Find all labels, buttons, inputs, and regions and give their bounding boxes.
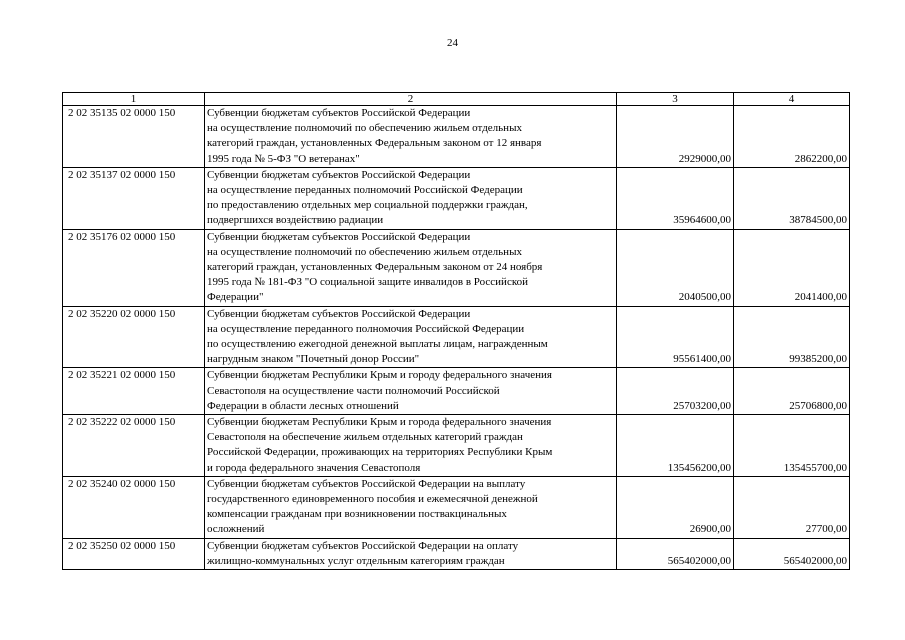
description-line: 1995 года № 5-ФЗ "О ветеранах" bbox=[207, 152, 360, 165]
description-line: категорий граждан, установленных Федеральным законом от 12 января bbox=[207, 137, 542, 150]
description-line: Субвенции бюджетам субъектов Российской Федерации bbox=[207, 307, 471, 320]
description-line: Российской Федерации, проживающих на территориях Республики Крым bbox=[207, 446, 553, 459]
description-line: жилищно-коммунальных услуг отдельным категориям граждан bbox=[207, 554, 505, 567]
amount-column-3: 25703200,00 bbox=[617, 368, 734, 415]
income-code: 2 02 35222 02 0000 150 bbox=[63, 415, 205, 477]
column-number-4: 4 bbox=[734, 93, 850, 106]
description-line: Субвенции бюджетам субъектов Российской Федерации на оплату bbox=[207, 539, 519, 552]
column-number-1: 1 bbox=[63, 93, 205, 106]
description-line: Субвенции бюджетам субъектов Российской Федерации bbox=[207, 168, 471, 181]
page-number: 24 bbox=[447, 37, 458, 49]
description-line: на осуществление полномочий по обеспечению жильем отдельных bbox=[207, 245, 522, 258]
income-description bbox=[205, 229, 617, 306]
description-line: компенсации гражданам при возникновении поствакцинальных bbox=[207, 508, 507, 521]
description-line: Субвенции бюджетам субъектов Российской Федерации bbox=[207, 107, 471, 119]
table-row bbox=[63, 476, 850, 538]
income-code: 2 02 35240 02 0000 150 bbox=[63, 476, 205, 538]
income-description bbox=[205, 167, 617, 229]
description-line: 1995 года № 181-ФЗ "О социальной защите инвалидов в Российской bbox=[207, 276, 529, 289]
amount-column-3: 95561400,00 bbox=[617, 306, 734, 368]
amount-column-3: 35964600,00 bbox=[617, 167, 734, 229]
income-code: 2 02 35176 02 0000 150 bbox=[63, 229, 205, 306]
amount-column-4: 135455700,00 bbox=[734, 415, 850, 477]
table-row bbox=[63, 106, 850, 168]
description-line: Севастополя на обеспечение жильем отдельных категорий граждан bbox=[207, 431, 523, 444]
description-line: подвергшихся воздействию радиации bbox=[207, 214, 384, 227]
description-line: Федерации" bbox=[207, 291, 264, 304]
table-row bbox=[63, 538, 850, 569]
table-row bbox=[63, 229, 850, 306]
column-number-2: 2 bbox=[205, 93, 617, 106]
description-line: Севастополя на осуществление части полномочий Российской bbox=[207, 384, 500, 397]
table-row bbox=[63, 306, 850, 368]
column-number-3: 3 bbox=[617, 93, 734, 106]
description-line: на осуществление переданных полномочий Российской Федерации bbox=[207, 184, 523, 197]
description-line: Федерации в области лесных отношений bbox=[207, 399, 399, 412]
amount-column-3: 565402000,00 bbox=[617, 538, 734, 569]
amount-column-4: 2862200,00 bbox=[734, 106, 850, 168]
description-line: Субвенции бюджетам Республики Крым и города федерального значения bbox=[207, 416, 552, 429]
income-description bbox=[205, 476, 617, 538]
description-line: на осуществление переданного полномочия Российской Федерации bbox=[207, 322, 525, 335]
description-line: нагрудным знаком "Почетный донор России" bbox=[207, 353, 420, 366]
budget-table-body bbox=[63, 93, 850, 570]
income-description bbox=[205, 368, 617, 415]
description-line: категорий граждан, установленных Федеральным законом от 24 ноября bbox=[207, 261, 543, 274]
description-line: Субвенции бюджетам Республики Крым и городу федерального значения bbox=[207, 369, 552, 382]
description-line: осложнений bbox=[207, 523, 265, 536]
description-line: государственного единовременного пособия и ежемесячной денежной bbox=[207, 493, 538, 506]
amount-column-4: 38784500,00 bbox=[734, 167, 850, 229]
amount-column-3: 2040500,00 bbox=[617, 229, 734, 306]
table-row bbox=[63, 167, 850, 229]
amount-column-4: 2041400,00 bbox=[734, 229, 850, 306]
amount-column-3: 26900,00 bbox=[617, 476, 734, 538]
amount-column-4: 565402000,00 bbox=[734, 538, 850, 569]
description-line: Субвенции бюджетам субъектов Российской Федерации bbox=[207, 230, 471, 243]
income-description bbox=[205, 106, 617, 168]
description-line: по осуществлению ежегодной денежной выплаты лицам, награжденным bbox=[207, 338, 548, 351]
amount-column-4: 99385200,00 bbox=[734, 306, 850, 368]
income-code: 2 02 35135 02 0000 150 bbox=[63, 106, 205, 168]
income-code: 2 02 35220 02 0000 150 bbox=[63, 306, 205, 368]
income-description bbox=[205, 538, 617, 569]
table-row bbox=[63, 368, 850, 415]
budget-table bbox=[62, 92, 850, 570]
income-description bbox=[205, 415, 617, 477]
income-description bbox=[205, 306, 617, 368]
column-number-row bbox=[63, 93, 850, 106]
income-code: 2 02 35137 02 0000 150 bbox=[63, 167, 205, 229]
amount-column-3: 135456200,00 bbox=[617, 415, 734, 477]
description-line: на осуществление полномочий по обеспечению жильем отдельных bbox=[207, 122, 522, 135]
description-line: и города федерального значения Севастополя bbox=[207, 461, 421, 474]
description-line: по предоставлению отдельных мер социальной поддержки граждан, bbox=[207, 199, 528, 212]
income-code: 2 02 35221 02 0000 150 bbox=[63, 368, 205, 415]
income-code: 2 02 35250 02 0000 150 bbox=[63, 538, 205, 569]
amount-column-4: 27700,00 bbox=[734, 476, 850, 538]
amount-column-4: 25706800,00 bbox=[734, 368, 850, 415]
table-row bbox=[63, 415, 850, 477]
amount-column-3: 2929000,00 bbox=[617, 106, 734, 168]
description-line: Субвенции бюджетам субъектов Российской Федерации на выплату bbox=[207, 477, 526, 490]
